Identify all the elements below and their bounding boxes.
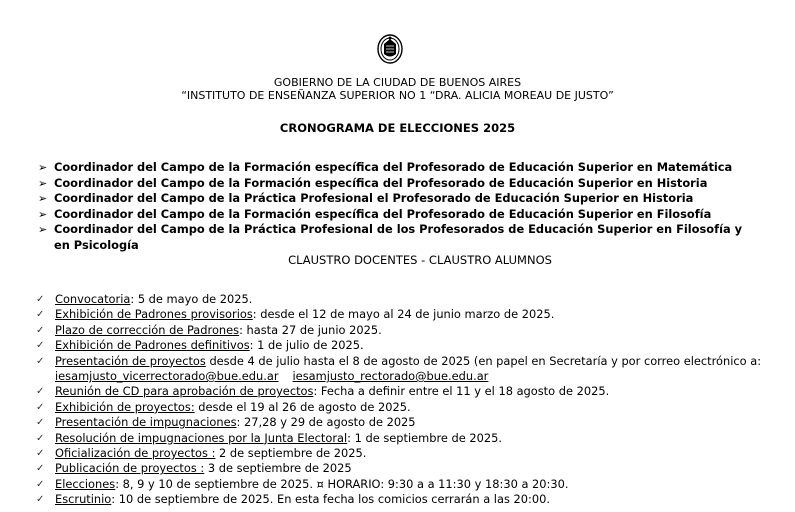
institute-name: “INSTITUTO DE ENSEÑANZA SUPERIOR NO 1 “DRA. ALICIA MOREAU DE JUSTO” (181, 89, 614, 102)
schedule-item (36, 431, 776, 446)
coordinator-item (38, 207, 758, 223)
schedule-text: : hasta 27 de junio 2025. (239, 322, 382, 337)
schedule-text: : 27,28 y 29 de agosto de 2025 (236, 415, 416, 430)
schedule-item (36, 354, 776, 385)
coordinator-item (38, 176, 758, 192)
schedule-text: : 5 de mayo de 2025. (130, 292, 253, 306)
coordinator-text: Coordinador del Campo de la Práctica Profesional de los Profesorados de Educación Superior en Filosofía y en Psicología (54, 222, 743, 252)
schedule-label: Exhibición de proyectos: (55, 399, 195, 414)
schedule-label: Plazo de corrección de Padrones (55, 322, 240, 337)
schedule-item (36, 477, 776, 492)
coordinator-list (38, 160, 758, 253)
schedule-label: Presentación de proyectos (55, 353, 206, 368)
schedule-label: Elecciones (55, 476, 116, 491)
schedule-label: Escrutinio (55, 492, 112, 507)
schedule-text: : 1 de julio de 2025. (249, 338, 364, 353)
check-bullet-icon: ✓ (36, 432, 45, 444)
arrow-bullet-icon: ➢ (38, 192, 48, 205)
check-bullet-icon: ✓ (36, 386, 45, 398)
schedule-text: : 1 de septiembre de 2025. (347, 430, 502, 445)
coordinator-text: Coordinador del Campo de la Formación específica del Profesorado de Educación Superior en Filosofía (54, 206, 712, 221)
schedule-text: : 8, 9 y 10 de septiembre de 2025. ¤ HORARIO: 9:30 a a 11:30 y 18:30 a 20:30. (115, 476, 569, 491)
check-bullet-icon: ✓ (36, 417, 45, 429)
city-seal-logo (377, 34, 403, 64)
coordinator-text: Coordinador del Campo de la Formación específica del Profesorado de Educación Superior en Historia (54, 175, 708, 190)
schedule-item (36, 384, 776, 399)
schedule-label: Publicación de proyectos : (55, 461, 205, 476)
schedule-label: Exhibición de Padrones provisorios (55, 307, 253, 322)
check-bullet-icon: ✓ (36, 448, 45, 460)
arrow-bullet-icon: ➢ (38, 176, 48, 190)
schedule-label: Exhibición de Padrones definitivos (55, 338, 250, 353)
coordinator-item (38, 191, 758, 207)
claustro-heading: CLAUSTRO DOCENTES - CLAUSTRO ALUMNOS (288, 253, 552, 267)
check-bullet-icon: ✓ (36, 309, 45, 321)
check-bullet-icon: ✓ (36, 355, 45, 367)
schedule-label: Reunión de CD para aprobación de proyectos (55, 384, 314, 399)
schedule-item (36, 492, 776, 507)
schedule-label: Resolución de impugnaciones por la Junta Electoral (55, 430, 348, 445)
check-bullet-icon: ✓ (36, 324, 45, 336)
schedule-item (36, 323, 776, 338)
check-bullet-icon: ✓ (36, 494, 45, 506)
arrow-bullet-icon: ➢ (38, 223, 48, 236)
check-bullet-icon: ✓ (36, 294, 45, 305)
schedule-label: Oficialización de proyectos : (55, 446, 216, 461)
schedule-text: : Fecha a definir entre el 11 y el 18 agosto de 2025. (313, 384, 610, 399)
coordinator-item (38, 222, 758, 253)
check-bullet-icon: ✓ (36, 401, 45, 413)
schedule-item (36, 292, 776, 307)
schedule-text: 2 de septiembre de 2025. (215, 446, 367, 461)
schedule-text: desde el 19 al 26 de agosto de 2025. (194, 399, 411, 414)
schedule-item (36, 446, 776, 461)
schedule-text: : desde el 12 de mayo al 24 de junio marzo de 2025. (252, 307, 555, 322)
schedule-item (36, 415, 776, 430)
schedule-text: : 10 de septiembre de 2025. En esta fecha los comicios cerrarán a las 20:00. (111, 492, 550, 507)
check-bullet-icon: ✓ (36, 340, 45, 352)
coordinator-text: Coordinador del Campo de la Formación específica del Profesorado de Educación Superior en Matemática (54, 160, 733, 174)
schedule-text: desde 4 de julio hasta el 8 de agosto de 2025 (en papel en Secretaría y por correo electrónico a: (205, 353, 762, 368)
coordinator-item (38, 160, 758, 176)
schedule-item (36, 338, 776, 353)
schedule-text: 3 de septiembre de 2025 (204, 461, 352, 476)
email-link-rectorado[interactable]: iesamjusto_rectorado@bue.edu.ar (292, 369, 489, 384)
arrow-bullet-icon: ➢ (38, 161, 48, 174)
schedule-list (36, 292, 776, 508)
check-bullet-icon: ✓ (36, 463, 45, 475)
schedule-item (36, 400, 776, 415)
document-title: CRONOGRAMA DE ELECCIONES 2025 (279, 121, 516, 135)
schedule-label: Convocatoria (55, 292, 131, 306)
arrow-bullet-icon: ➢ (38, 207, 48, 221)
government-name: GOBIERNO DE LA CIUDAD DE BUENOS AIRES (273, 76, 522, 89)
schedule-item (36, 307, 776, 322)
coordinator-text: Coordinador del Campo de la Práctica Profesional el Profesorado de Educación Superior en Historia (54, 191, 694, 205)
email-link-vicerrectorado[interactable]: iesamjusto_vicerrectorado@bue.edu.ar (55, 369, 279, 384)
schedule-item (36, 461, 776, 476)
check-bullet-icon: ✓ (36, 478, 45, 490)
schedule-label: Presentación de impugnaciones (55, 415, 237, 430)
